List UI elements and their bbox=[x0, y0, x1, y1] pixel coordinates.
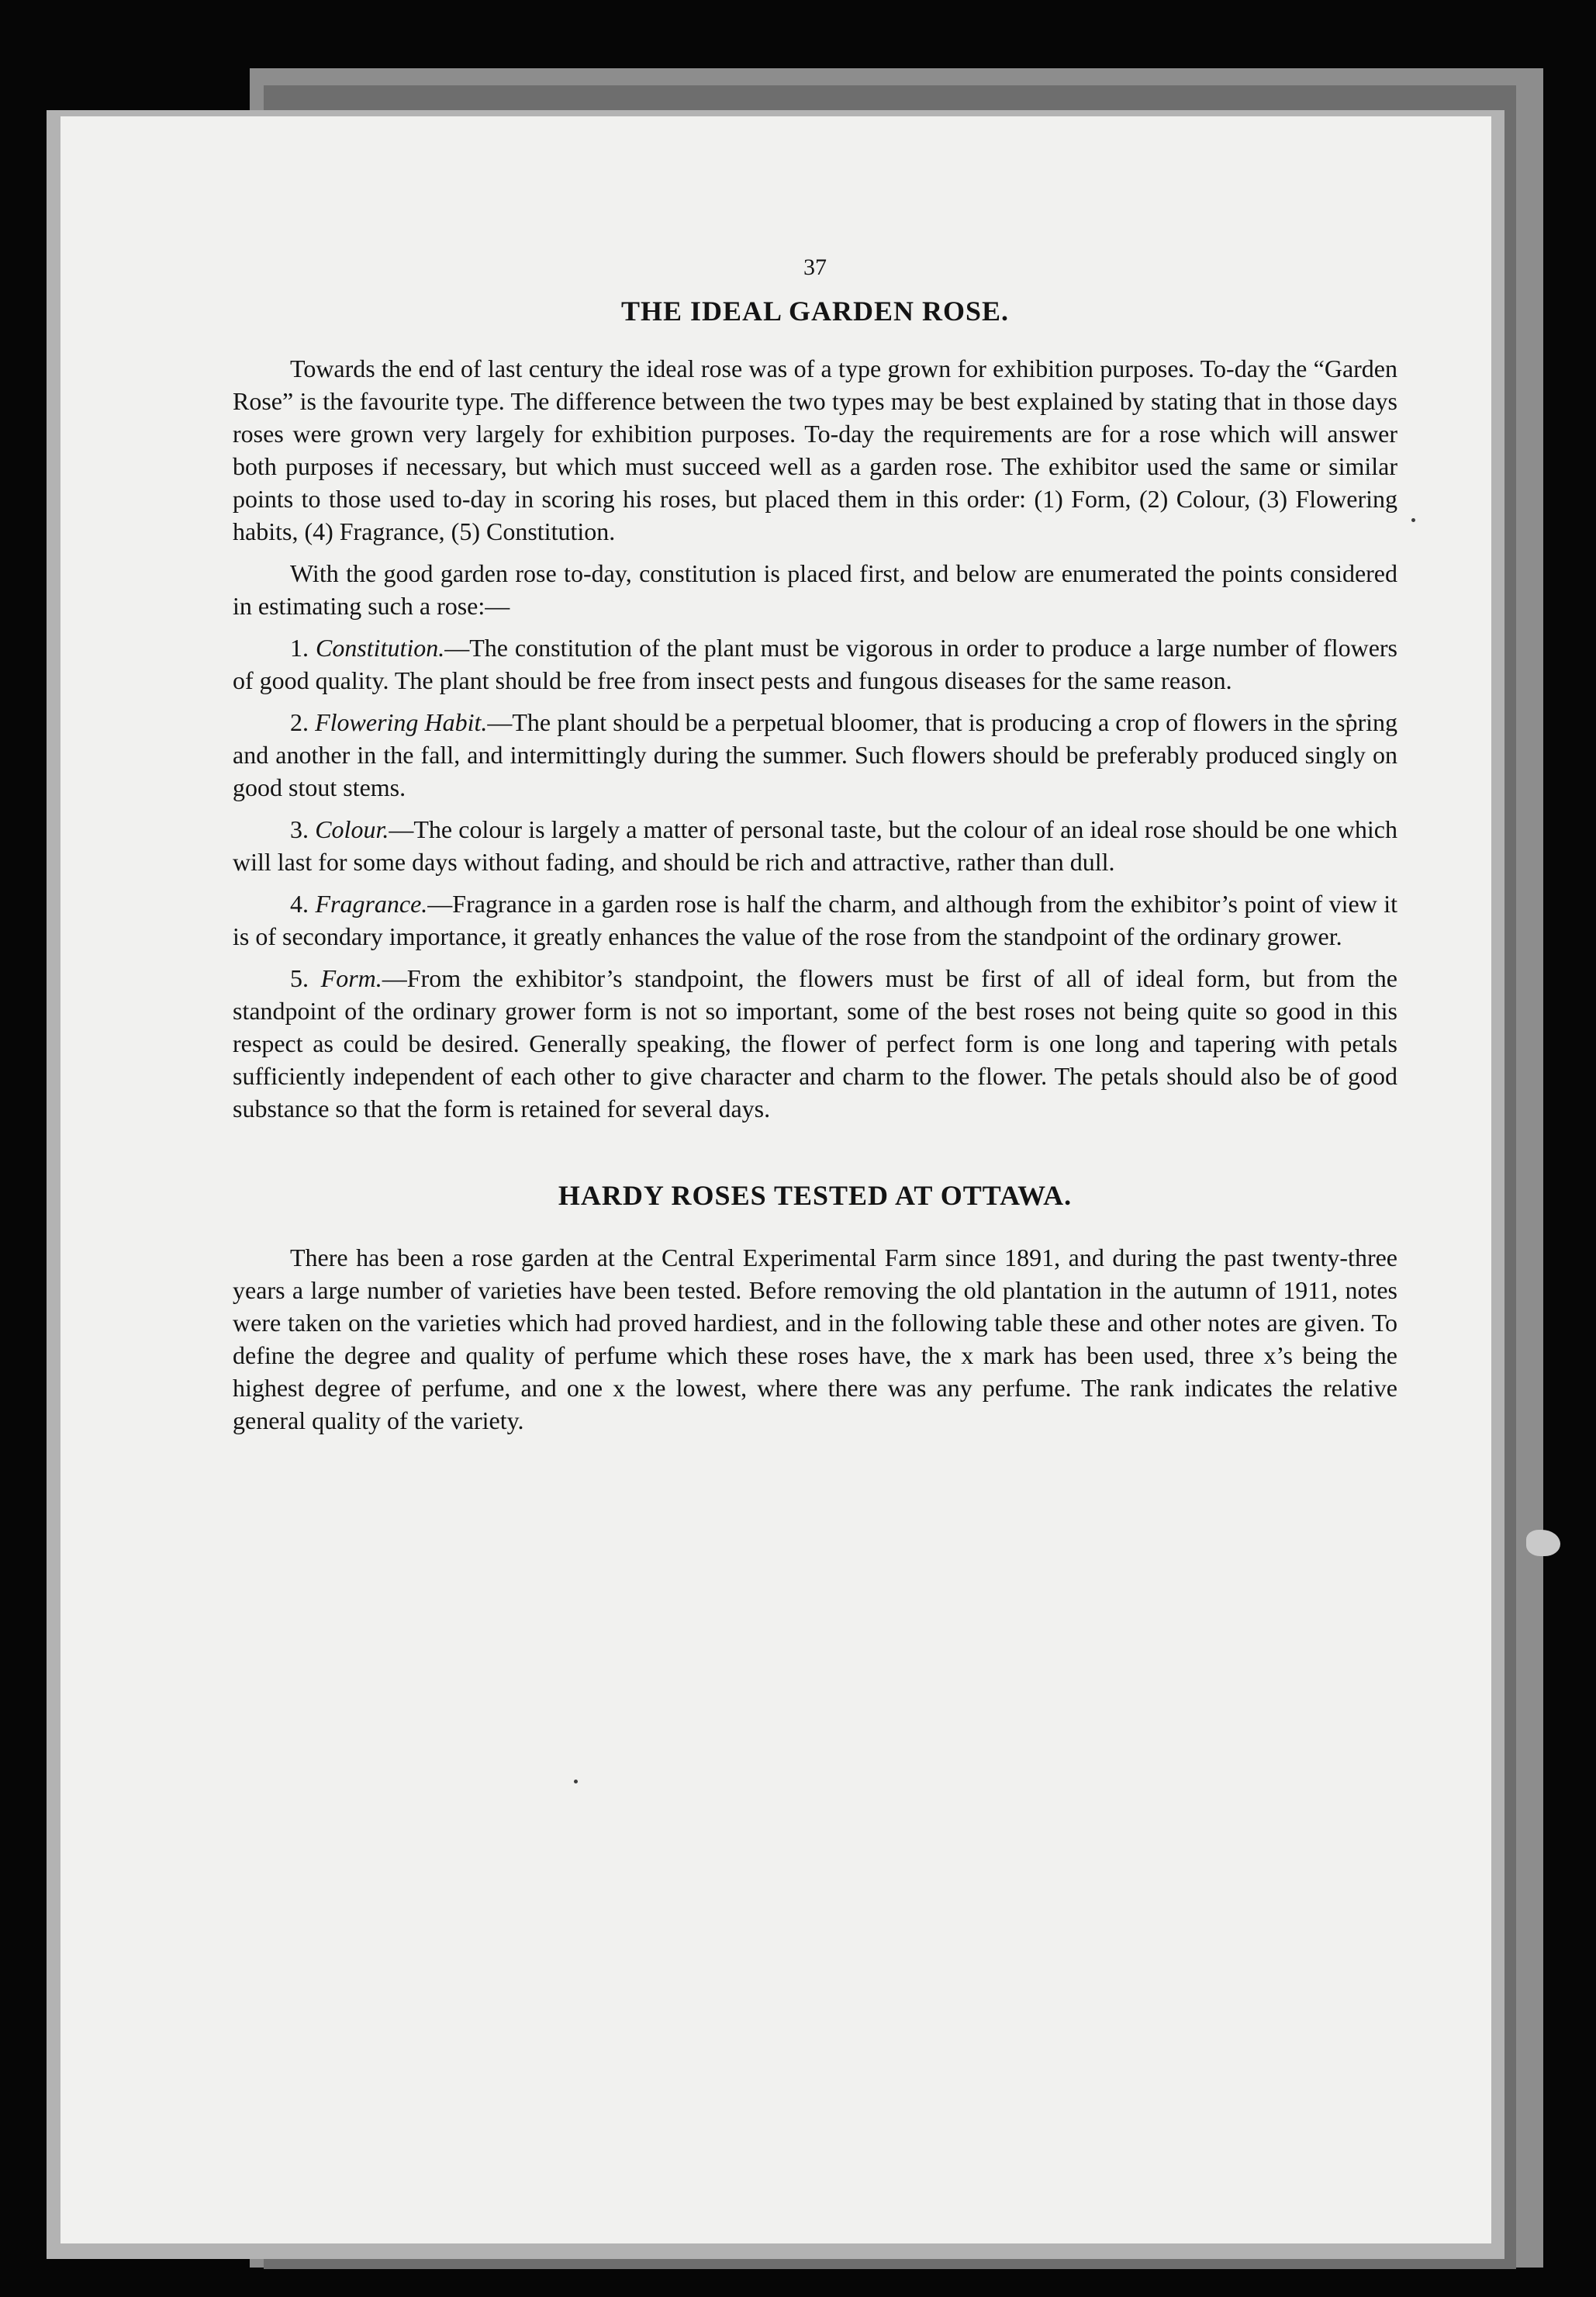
point-number: 1. bbox=[290, 634, 309, 662]
intro-paragraph: Towards the end of last century the ideal rose was of a type grown for exhibition purposes. To-day the “Garden Rose” is the favourite type. The difference between the two types may be best explained by stating that in those days roses were grown very largely for exhibition purposes. To-day the requirements are for a rose which will answer both purposes if necessary, but which must succeed well as a garden rose. The exhibitor used the same or similar points to those used to-day in scoring his roses, but placed them in this order: (1) Form, (2) Colour, (3) Flowering habits, (4) Fragrance, (5) Constitution. bbox=[233, 355, 1397, 545]
point-text: —Fragrance in a garden rose is half the charm, and although from the exhibitor’s point of view it is of secondary importance, it greatly enhances the value of the rose from the standpoint of the ordinary grower. bbox=[233, 890, 1398, 950]
hardy-roses-heading: HARDY ROSES TESTED AT OTTAWA. bbox=[558, 1180, 1073, 1211]
points-intro-paragraph: With the good garden rose to-day, constitution is placed first, and below are enumerated the points considered in estimating such a rose:— bbox=[233, 559, 1397, 620]
point-text: —The plant should be a perpetual bloomer, that is producing a crop of flowers in the spring and another in the fall, and intermittingly during the summer. Such flowers should be preferably produced singly on good stout stems. bbox=[233, 708, 1398, 801]
point-term: Flowering Habit. bbox=[315, 708, 488, 736]
paper-blemish bbox=[1526, 1530, 1560, 1556]
point-number: 3. bbox=[290, 815, 309, 843]
point-constitution bbox=[233, 631, 1397, 697]
document-page bbox=[60, 116, 1491, 2243]
point-number: 2. bbox=[290, 708, 309, 736]
point-number: 5. bbox=[290, 964, 309, 992]
ideal-garden-rose-heading: THE IDEAL GARDEN ROSE. bbox=[620, 296, 1010, 327]
point-form bbox=[233, 962, 1397, 1125]
ink-speck bbox=[1411, 518, 1415, 522]
point-number: 4. bbox=[290, 890, 309, 918]
page-content bbox=[233, 254, 1397, 1437]
point-text: —From the exhibitor’s standpoint, the flowers must be first of all of ideal form, but from the standpoint of the ordinary grower form is not so important, some of the best roses not being quite so good in this respect as could be desired. Generally speaking, the flower of perfect form is one long and tapering with petals sufficiently independent of each other to give character and charm to the flower. The petals should also be of good substance so that the form is retained for several days. bbox=[233, 964, 1398, 1123]
point-term: Constitution. bbox=[315, 634, 445, 662]
page-number: 37 bbox=[803, 254, 827, 280]
point-fragrance bbox=[233, 887, 1397, 953]
hardy-roses-paragraph: There has been a rose garden at the Central Experimental Farm since 1891, and during the past twenty-three years a large number of varieties have been tested. Before removing the old plantation in the autumn of 1911, notes were taken on the varieties which had proved hardiest, and in the following table these and other notes are given. To define the degree and quality of perfume which these roses have, the x mark has been used, three x’s being the highest degree of perfume, and one x the lowest, where there was any perfume. The rank indicates the relative general quality of the variety. bbox=[233, 1244, 1397, 1434]
point-text: —The constitution of the plant must be vigorous in order to produce a large number of flowers of good quality. The plant should be free from insect pests and fungous diseases for the same reason. bbox=[233, 634, 1398, 694]
point-term: Colour. bbox=[315, 815, 389, 843]
point-term: Fragrance. bbox=[315, 890, 428, 918]
ink-speck bbox=[574, 1780, 578, 1783]
point-colour bbox=[233, 813, 1397, 878]
point-flowering-habit bbox=[233, 706, 1397, 804]
point-term: Form. bbox=[320, 964, 382, 992]
point-text: —The colour is largely a matter of personal taste, but the colour of an ideal rose should be one which will last for some days without fading, and should be rich and attractive, rather than dull. bbox=[233, 815, 1397, 876]
